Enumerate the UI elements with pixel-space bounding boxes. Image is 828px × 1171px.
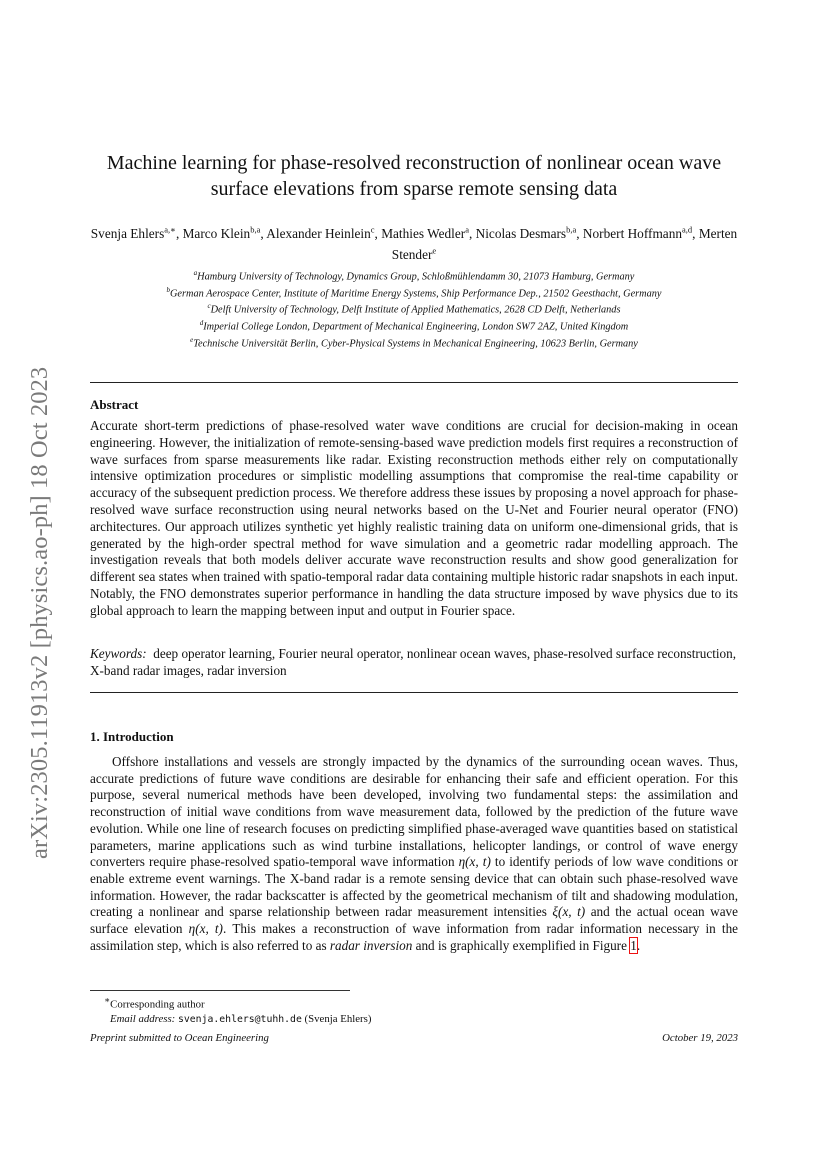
introduction-paragraph: Offshore installations and vessels are strongly impacted by the dynamics of the surrounding ocean waves. Thus, accurate predictions of future wave conditions are desirable for enhancing their safe and efficient operation. For this purpose, several numerical methods have been developed, involving two fundamental steps: the assimilation and reconstruction of initial wave conditions from wave measurement data, followed by the prediction of the future wave evolution. While one line of research focuses on predicting simplified phase-averaged wave quantities based on statistical parameters, marine applications such as wind turbine installations, helicopter landings, or control of wave energy converters require phase-resolved spatio-temporal wave information η(x, t) to identify periods of low wave conditions or enable extreme event warnings. The X-band radar is a remote sensing device that can obtain such phase-resolved wave information. However, the radar backscatter is affected by the geometrical mechanism of tilt and shadowing modulation, creating a nonlinear and sparse relationship between radar measurement intensities ξ(x, t) and the actual ocean wave surface elevation η(x, t). This makes a reconstruction of wave information from radar information necessary in the assimilation step, which is also referred to as radar inversion and is graphically exemplified in Figure 1.: [90, 754, 739, 953]
section-heading-introduction: 1. Introduction: [90, 729, 174, 744]
email-link[interactable]: svenja.ehlers@tuhh.de: [177, 1014, 302, 1025]
affiliation: $^e$Technische Universität Berlin, Cyber-Physical Systems in Mechanical Engineering, 10623 Berlin, Germany: [190, 335, 638, 349]
affiliation: $^a$Hamburg University of Technology, Dynamics Group, Schloßmühlendamm 30, 21073 Hamburg, Germany: [193, 269, 635, 283]
footnote-rule: [90, 990, 350, 991]
affiliation: $^b$German Aerospace Center, Institute of Maritime Energy Systems, Ship Performance Dep., 21502 Geesthacht, Germany: [166, 285, 662, 300]
author: Svenja Ehlers$^{a,∗}$,: [90, 225, 183, 242]
affiliation: $^d$Imperial College London, Department of Mechanical Engineering, London SW7 2AZ, United Kingdom: [199, 318, 629, 333]
author: Marco Klein$^{b,a}$,: [182, 225, 267, 242]
paper-title: [80, 150, 748, 202]
arxiv-identifier-stamp: arXiv:2305.11913v2 [physics.ao-ph] 18 Oct 2023: [26, 366, 53, 859]
affiliation-list: [80, 267, 748, 350]
footer-journal: Preprint submitted to Ocean Engineering: [90, 1032, 269, 1044]
abstract-heading: Abstract: [90, 397, 139, 412]
abstract-text: Accurate short-term predictions of phase-resolved water wave conditions are crucial for decision-making in ocean engineering. However, the initialization of remote-sensing-based wave prediction models first requires a reconstruction of wave surfaces from sparse measurements like radar. Existing reconstruction methods either rely on computationally intensive optimization procedures or simplistic modelling assumptions that compromise the real-time capability or accuracy of the subsequent prediction process. We therefore address these issues by proposing a novel approach for phase-resolved wave surface reconstruction using neural networks based on the U-Net and Fourier neural operator (FNO) architectures. Our approach utilizes synthetic yet highly realistic training data on uniform one-dimensional grids, that is generated by the high-order spectral method for wave simulation and a geometric radar modelling approach. The investigation reveals that both models deliver accurate wave reconstruction results and show good generalization for different sea states when trained with spatio-temporal radar data containing multiple historic radar snapshots in each input. Notably, the FNO demonstrates superior performance in handling the data structure imposed by wave physics due to its global approach to learn the mapping between input and output in Fourier space.: [90, 418, 738, 618]
math-xi: ξ(x, t): [552, 904, 586, 920]
math-eta: η(x, t): [458, 854, 491, 870]
abstract-top-rule: [90, 382, 738, 383]
footer-date: October 19, 2023: [662, 1032, 738, 1044]
footnote-corresponding: ∗Corresponding author: [104, 995, 205, 1011]
author-list: [90, 222, 738, 263]
author: Alexander Heinlein$^c$,: [266, 225, 382, 242]
abstract-bottom-rule: [90, 692, 738, 693]
author: Mathies Wedler$^a$,: [381, 225, 476, 242]
footnote: [104, 993, 724, 1027]
title-line-2: surface elevations from sparse remote sensing data: [210, 178, 618, 200]
footnote-email: Email address: svenja.ehlers@tuhh.de (Svenja Ehlers): [110, 1013, 372, 1025]
emphasis-radar-inversion: radar inversion: [329, 937, 413, 953]
author: Norbert Hoffmann$^{a,d}$,: [582, 225, 699, 242]
math-eta: η(x, t): [188, 921, 223, 937]
affiliation: $^c$Delft University of Technology, Delft Institute of Applied Mathematics, 2628 CD Delft, Netherlands: [207, 302, 621, 316]
author: Nicolas Desmars$^{b,a}$,: [475, 225, 583, 242]
author: Merten Stender$^e$: [391, 226, 738, 262]
keywords-text: deep operator learning, Fourier neural operator, nonlinear ocean waves, phase-resolved surface reconstruction, X-band radar images, radar inversion: [90, 646, 737, 678]
keywords: [90, 646, 738, 680]
title-line-1: Machine learning for phase-resolved reconstruction of nonlinear ocean wave: [106, 152, 722, 174]
keywords-label: Keywords:: [90, 646, 147, 661]
figure-1-link[interactable]: 1: [630, 937, 637, 953]
